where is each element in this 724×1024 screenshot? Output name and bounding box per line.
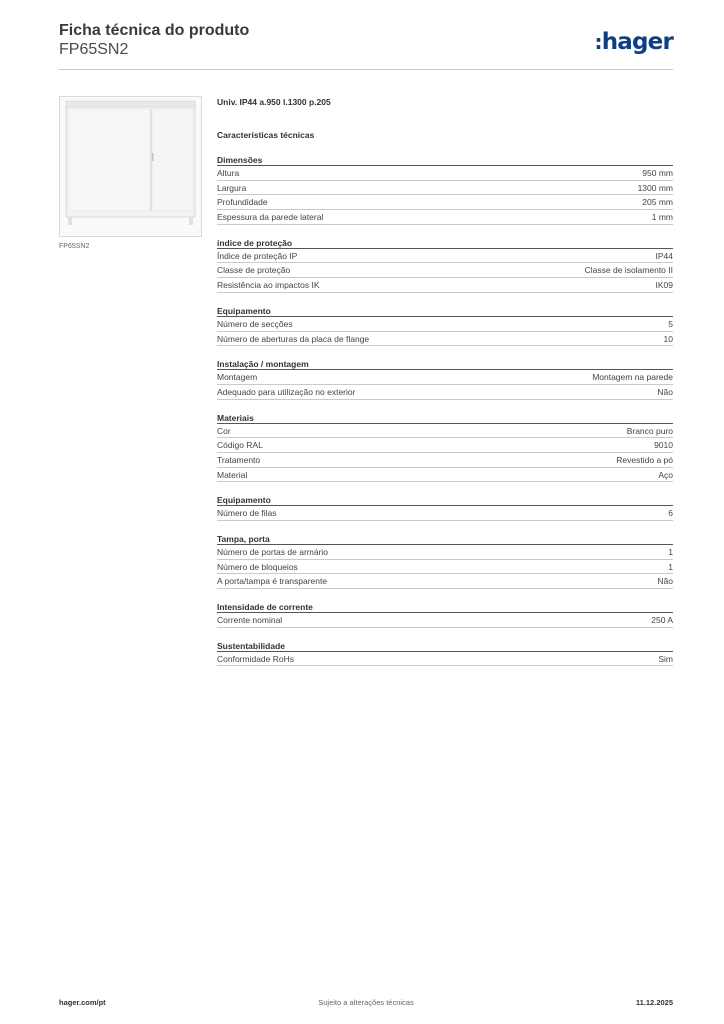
footer-date: 11.12.2025 — [635, 998, 673, 1007]
section-title: Instalação / montagem — [217, 358, 673, 370]
spec-section — [217, 494, 673, 521]
spec-label: Material — [217, 469, 248, 480]
product-code: FP65SN2 — [59, 41, 129, 58]
spec-label: Cor — [217, 425, 231, 436]
spec-section — [217, 237, 673, 293]
section-title: Dimensões — [217, 154, 673, 166]
spec-label: Espessura da parede lateral — [217, 212, 324, 223]
spec-row — [217, 332, 673, 347]
spec-row — [217, 278, 673, 293]
spec-row — [217, 317, 673, 332]
spec-row — [217, 181, 673, 196]
spec-label: Corrente nominal — [217, 615, 283, 626]
spec-label: Profundidade — [217, 197, 268, 208]
technical-characteristics-heading: Características técnicas — [217, 130, 315, 140]
page-title: Ficha técnica do produto — [59, 22, 250, 39]
enclosure-illustration — [60, 97, 201, 236]
spec-label: Número de bloqueios — [217, 561, 298, 572]
image-caption: FP65SN2 — [59, 243, 90, 250]
hager-logo — [594, 29, 673, 55]
spec-row — [217, 652, 673, 667]
section-title: Materiais — [217, 412, 673, 424]
section-title: índice de proteção — [217, 237, 673, 249]
spec-row — [217, 249, 673, 264]
product-image — [59, 96, 202, 237]
spec-label: Número de secções — [217, 318, 293, 329]
spec-row — [217, 210, 673, 225]
section-title: Equipamento — [217, 305, 673, 317]
spec-value: 6 — [668, 508, 673, 519]
spec-value: 1300 mm — [637, 182, 673, 193]
spec-value: 5 — [668, 318, 673, 329]
spec-value: 205 mm — [642, 197, 673, 208]
spec-label: Índice de proteção IP — [217, 250, 298, 261]
spec-value: 1 — [668, 547, 673, 557]
spec-row — [217, 385, 673, 400]
spec-value: Não — [657, 576, 673, 587]
product-name: Univ. IP44 a.950 l.1300 p.205 — [217, 97, 331, 107]
spec-value: 10 — [663, 333, 673, 344]
spec-label: Adequado para utilização no exterior — [217, 386, 356, 397]
spec-row — [217, 468, 673, 483]
spec-row — [217, 560, 673, 575]
page-footer — [59, 998, 673, 1010]
spec-value: IP44 — [655, 250, 673, 261]
spec-section — [217, 358, 673, 399]
section-title: Intensidade de corrente — [217, 601, 673, 613]
spec-section — [217, 154, 673, 225]
logo-dots: : — [594, 30, 602, 54]
spec-label: A porta/tampa é transparente — [217, 576, 328, 587]
section-title: Sustentabilidade — [217, 640, 673, 652]
spec-label: Altura — [217, 168, 240, 178]
spec-row — [217, 166, 673, 181]
spec-value: Sim — [658, 653, 673, 664]
spec-row — [217, 438, 673, 453]
footer-website-link[interactable]: hager.com/pt — [59, 998, 106, 1007]
spec-row — [217, 506, 673, 521]
logo-text: hager — [601, 29, 673, 55]
spec-value: 1 — [668, 561, 673, 572]
spec-row — [217, 545, 673, 560]
spec-label: Montagem — [217, 372, 258, 383]
spec-value: 950 mm — [642, 168, 673, 178]
spec-row — [217, 263, 673, 278]
spec-value: Aço — [658, 469, 673, 480]
spec-section — [217, 601, 673, 628]
section-title: Tampa, porta — [217, 533, 673, 545]
spec-value: Montagem na parede — [592, 372, 673, 383]
section-title: Equipamento — [217, 494, 673, 506]
spec-value: Não — [657, 386, 673, 397]
spec-label: Número de portas de armário — [217, 547, 329, 557]
spec-content — [217, 96, 673, 666]
spec-label: Classe de proteção — [217, 265, 291, 276]
spec-value: Revestido a pó — [616, 454, 673, 465]
spec-label: Número de aberturas da placa de flange — [217, 333, 370, 344]
spec-value: 9010 — [654, 440, 673, 451]
spec-value: 250 A — [651, 615, 673, 626]
spec-row — [217, 613, 673, 628]
spec-section — [217, 305, 673, 346]
spec-label: Conformidade RoHs — [217, 653, 295, 664]
spec-value: Branco puro — [626, 425, 673, 436]
footer-notice: Sujeito a alterações técnicas — [318, 998, 414, 1007]
spec-label: Número de filas — [217, 508, 277, 519]
spec-row — [217, 195, 673, 210]
spec-label: Resistência ao impactos IK — [217, 280, 320, 291]
spec-value: IK09 — [655, 280, 673, 291]
spec-row — [217, 453, 673, 468]
spec-section — [217, 412, 673, 483]
spec-label: Largura — [217, 182, 247, 193]
spec-section — [217, 640, 673, 667]
spec-sections — [217, 154, 673, 666]
spec-section — [217, 533, 673, 589]
spec-row — [217, 370, 673, 385]
spec-row — [217, 574, 673, 589]
spec-label: Tratamento — [217, 454, 261, 465]
spec-label: Código RAL — [217, 440, 263, 451]
page-header — [59, 20, 673, 70]
spec-row — [217, 424, 673, 439]
spec-value: Classe de isolamento II — [584, 265, 673, 276]
spec-value: 1 mm — [651, 212, 673, 223]
